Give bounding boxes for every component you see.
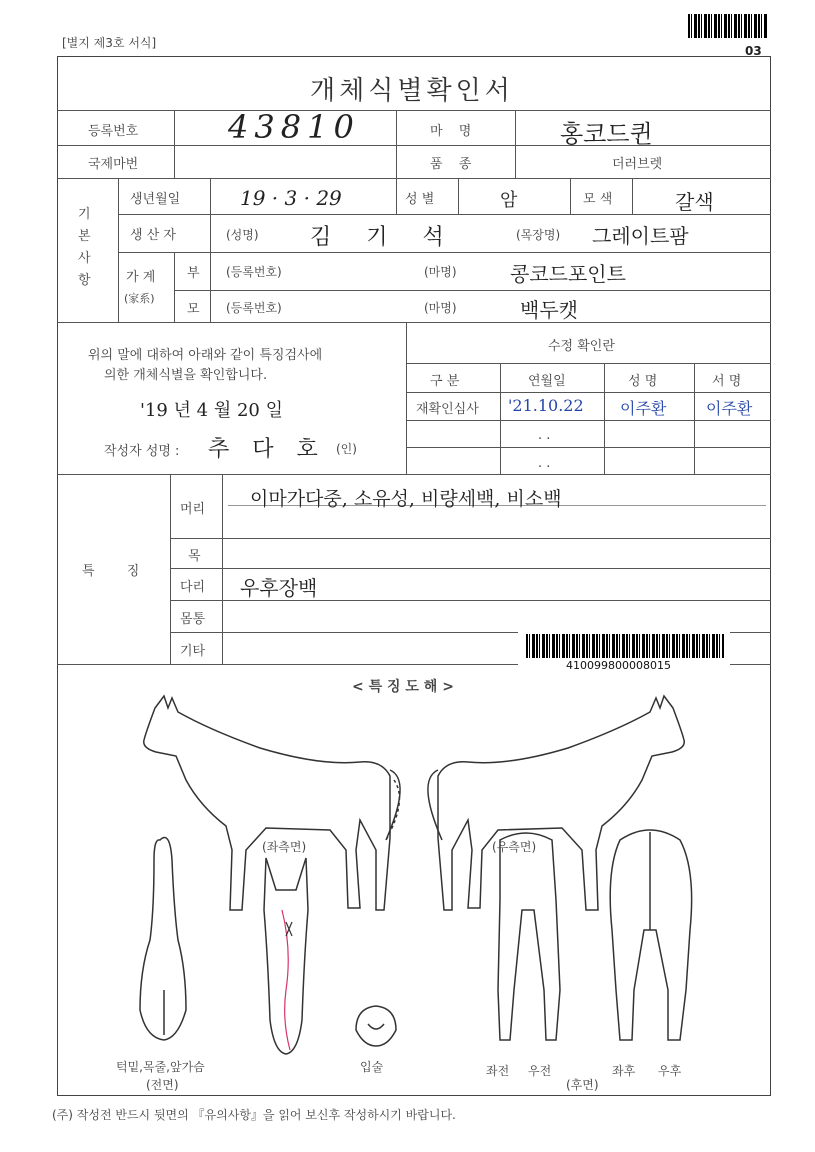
rev-row1-date: '21.10.22: [508, 396, 584, 415]
birth-label: 생년월일: [130, 192, 181, 207]
dam-name: 백두캣: [520, 298, 578, 322]
rear-caption: (후면): [566, 1078, 599, 1092]
features-section-label: 특 징: [82, 564, 154, 579]
feature-neck-label: 목: [188, 549, 201, 564]
front-legs-view: [498, 833, 560, 1040]
feature-legs-value: 우후장백: [240, 576, 318, 600]
sire-horse-sub: (마명): [424, 265, 457, 279]
sire-reg-sub: (등록번호): [226, 265, 282, 279]
front-neck-view: [140, 838, 186, 1041]
rev-header-name: 성 명: [628, 374, 658, 389]
rev-header-sign: 서 명: [712, 374, 742, 389]
page-number: 03: [745, 44, 762, 58]
lips-view: [356, 1006, 396, 1046]
statement-line1: 위의 말에 대하여 아래와 같이 특징검사에: [88, 348, 323, 363]
intl-no-label: 국제마번: [88, 157, 139, 172]
farm-value: 그레이트팜: [592, 224, 689, 248]
feature-head-value: 이마가다중, 소유성, 비량세백, 비소백: [250, 488, 562, 510]
farm-sub: (목장명): [516, 228, 561, 242]
color-value: 갈색: [675, 190, 714, 214]
horse-name-label: 마 명: [430, 124, 478, 139]
sex-label: 성 별: [405, 192, 435, 207]
front-caption-2: (전면): [146, 1078, 179, 1092]
sire-label: 부: [187, 266, 200, 281]
color-label: 모 색: [583, 192, 613, 207]
left-fore-caption: 좌전: [486, 1064, 510, 1078]
lineage-hanja: (家系): [124, 292, 155, 305]
rev-row1-name: 이주환: [620, 399, 667, 418]
left-side-caption: (좌측면): [262, 840, 307, 854]
statement-line2: 의한 개체식별을 확인합니다.: [104, 368, 268, 383]
writer-label: 작성자 성명 :: [104, 444, 180, 459]
footer-note: (주) 작성전 반드시 뒷면의 『유의사항』을 읽어 보신후 작성하시기 바랍니다.: [52, 1108, 456, 1122]
dam-horse-sub: (마명): [424, 301, 457, 315]
form-label: [별지 제3호 서식]: [62, 36, 157, 50]
sire-name: 콩코드포인트: [510, 262, 626, 286]
breeder-name: 김 기 석: [310, 225, 458, 250]
feature-body-label: 몸통: [180, 612, 206, 627]
front-caption-1: 턱밑,목줄,앞가슴: [116, 1060, 205, 1074]
confirm-date: '19 년 4 월 20 일: [140, 400, 283, 421]
breed-value: 더러브렛: [612, 157, 663, 172]
dam-label: 모: [187, 302, 200, 317]
right-fore-caption: 우전: [528, 1064, 552, 1078]
writer-value: 추 다 호: [208, 437, 326, 462]
diagram-title: < 특 징 도 해 >: [352, 679, 454, 695]
right-side-horse: [428, 696, 684, 910]
feature-other-label: 기타: [180, 644, 206, 659]
document-title: 개체식별확인서: [310, 76, 514, 106]
rev-dots-2: . .: [538, 456, 551, 471]
horse-diagram: [60, 690, 768, 1095]
seal: (인): [336, 442, 357, 456]
right-hind-caption: 우후: [658, 1064, 682, 1078]
breeder-name-sub: (성명): [226, 228, 259, 242]
lips-caption: 입술: [360, 1060, 384, 1074]
top-barcode: [688, 14, 768, 38]
breed-label: 품 종: [430, 157, 478, 172]
revision-title: 수정 확인란: [548, 339, 615, 354]
right-side-caption: (우측면): [492, 840, 537, 854]
basic-section-label: 기본사항: [78, 207, 91, 288]
rear-view: [610, 830, 691, 1040]
rev-row1-kind: 재확인심사: [416, 402, 479, 417]
rev-dots-1: . .: [538, 428, 551, 443]
sex-value: 암: [500, 190, 518, 211]
rev-row1-sign: 이주환: [706, 399, 753, 418]
rev-header-kind: 구 분: [430, 374, 460, 389]
left-hind-caption: 좌후: [612, 1064, 636, 1078]
barcode-number: 410099800008015: [566, 659, 671, 672]
horse-name-value: 홍코드퀸: [560, 120, 653, 148]
head-front-view: [264, 858, 308, 1054]
dam-reg-sub: (등록번호): [226, 301, 282, 315]
barcode: [526, 634, 724, 658]
feature-legs-label: 다리: [180, 580, 206, 595]
feature-head-label: 머리: [180, 502, 206, 517]
lineage-label: 가 계: [126, 270, 156, 285]
birth-value: 19 · 3 · 29: [240, 186, 342, 210]
breeder-label: 생 산 자: [130, 228, 176, 243]
reg-no-value: 43810: [228, 108, 360, 146]
rev-header-date: 연월일: [528, 374, 566, 389]
reg-no-label: 등록번호: [88, 124, 139, 139]
